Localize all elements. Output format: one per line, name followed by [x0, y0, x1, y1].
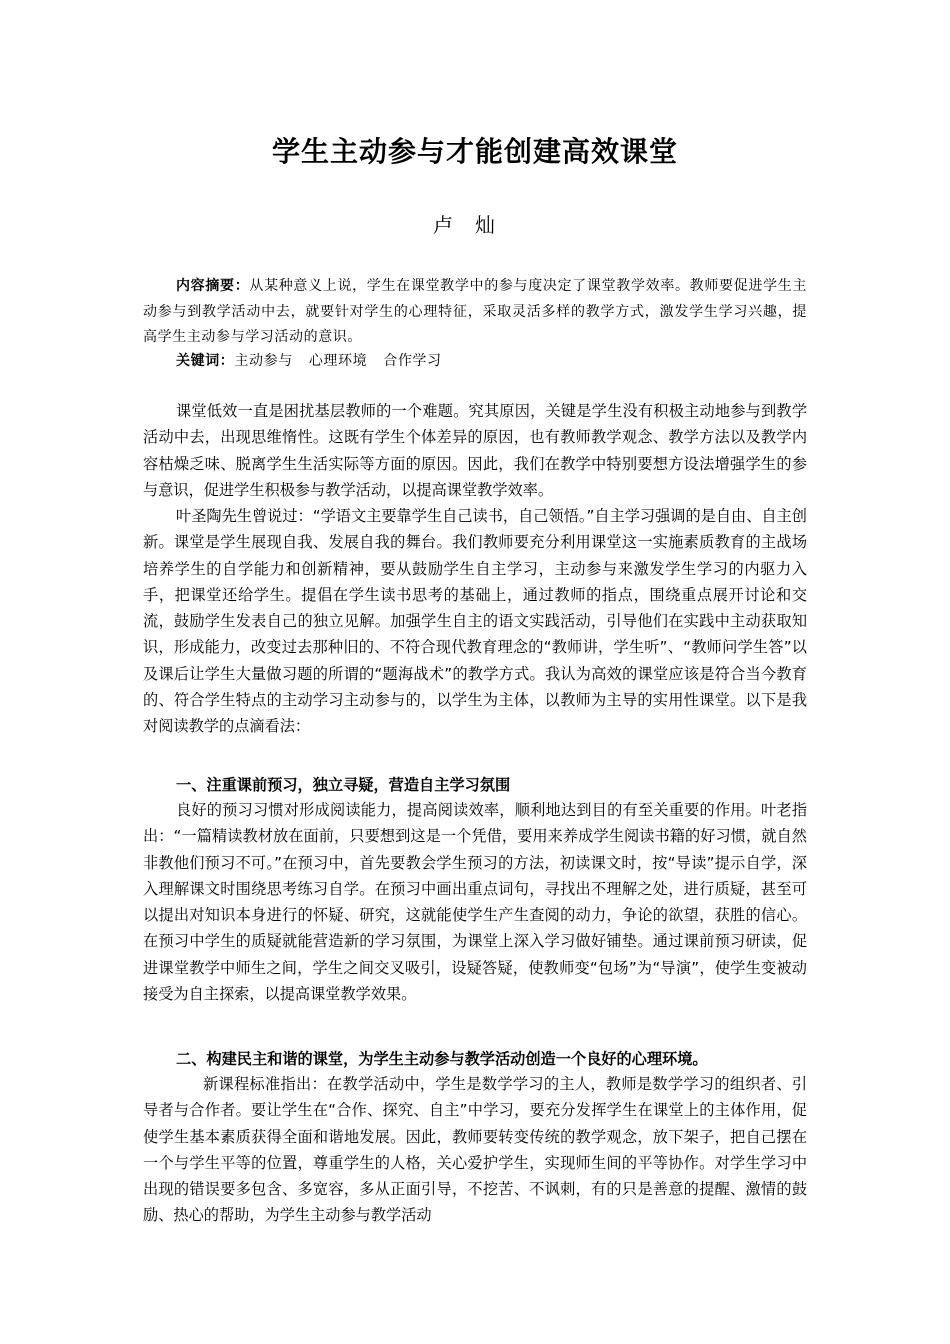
keyword-item: 主动参与 — [234, 353, 293, 369]
document-author: 卢灿 — [433, 213, 517, 237]
abstract-label: 内容摘要： — [176, 278, 250, 294]
abstract-paragraph — [143, 274, 807, 351]
intro-paragraph-2: 叶圣陶先生曾说过：“学语文主要靠学生自己读书，自己领悟。”自主学习强调的是自由、自主创新。课堂是学生展现自我、发展自我的舞台。我们教师要充分利用课堂这一实施素质教育的主战场培养学生的自学能力和创新精神，要从鼓励学生自主学习，主动参与来激发学生学习的内驱力入手，把课堂还给学生。提倡在学生读书思考的基础上，通过教师的指点，围绕重点展开讨论和交流，鼓励学生发表自己的独立见解。加强学生自主的语文实践活动，引导他们在实践中主动获取知识，形成能力，改变过去那种旧的、不符合现代教育理念的“教师讲，学生听”、“教师问学生答”以及课后让学生大量做习题的所谓的“题海战术”的教学方式。我认为高效的课堂应该是符合当今教育的、符合学生特点的主动学习主动参与的，以学生为主体，以教师为主导的实用性课堂。以下是我对阅读教学的点滴看法： — [143, 507, 807, 736]
keywords-line — [176, 349, 458, 375]
document-title: 学生主动参与才能创建高效课堂 — [271, 135, 678, 168]
keywords-label: 关键词： — [176, 353, 235, 369]
section-2-paragraph: 新课程标准指出：在教学活动中，学生是数学学习的主人，教师是数学学习的组织者、引导者与合作者。要让学生在“合作、探究、自主”中学习，要充分发挥学生在课堂上的主体作用，促使学生基本素质获得全面和谐地发展。因此，教师要转变传统的教学观念，放下架子，把自己摆在一个与学生平等的位置，尊重学生的人格，关心爱护学生，实现师生间的平等协作。对学生学习中出现的错误要多包含、多宽容，多从正面引导，不挖苦、不讽刺，有的只是善意的提醒、激情的鼓励、热心的帮助，为学生主动参与教学活动 — [143, 1075, 807, 1225]
section-1-paragraph: 良好的预习习惯对形成阅读能力，提高阅读效率，顺利地达到目的有至关重要的作用。叶老指出：“一篇精读教材放在面前，只要想到这是一个凭借，要用来养成学生阅读书籍的好习惯，就自然非教他们预习不可。”在预习中，首先要教会学生预习的方法，初读课文时，按“导读”提示自学，深入理解课文时围绕思考练习自学。在预习中画出重点词句，寻找出不理解之处，进行质疑，甚至可以提出对知识本身进行的怀疑、研究，这就能使学生产生查阅的动力，争论的欲望，获胜的信心。在预习中学生的质疑就能营造新的学习氛围，为课堂上深入学习做好铺垫。通过课前预习研读，促进课堂教学中师生之间，学生之间交叉吸引，设疑答疑，使教师变“包场”为“导演”，使学生变被动接受为自主探索，以提高课堂教学效果。 — [143, 801, 807, 1004]
section-heading-1: 一、注重课前预习，独立寻疑，营造自主学习氛围 — [176, 776, 511, 794]
intro-paragraph-1: 课堂低效一直是困扰基层教师的一个难题。究其原因，关键是学生没有积极主动地参与到教学活动中去，出现思维惰性。这既有学生个体差异的原因，也有教师教学观念、教学方法以及教学内容枯燥乏味、脱离学生生活实际等方面的原因。因此，我们在教学中特别要想方设法增强学生的参与意识，促进学生积极参与教学活动，以提高课堂教学效率。 — [143, 402, 807, 499]
section-heading-2: 二、构建民主和谐的课堂，为学生主动参与教学活动创造一个良好的心理环境。 — [176, 1050, 708, 1068]
keyword-item: 心理环境 — [308, 353, 368, 369]
abstract-text: 从某种意义上说，学生在课堂教学中的参与度决定了课堂教学效率。教师要促进学生主动参与到教学活动中去，就要针对学生的心理特征，采取灵活多样的教学方式，激发学生学习兴趣，提高学生主动参与学习活动的意识。 — [143, 278, 807, 345]
keyword-item: 合作学习 — [383, 353, 442, 369]
